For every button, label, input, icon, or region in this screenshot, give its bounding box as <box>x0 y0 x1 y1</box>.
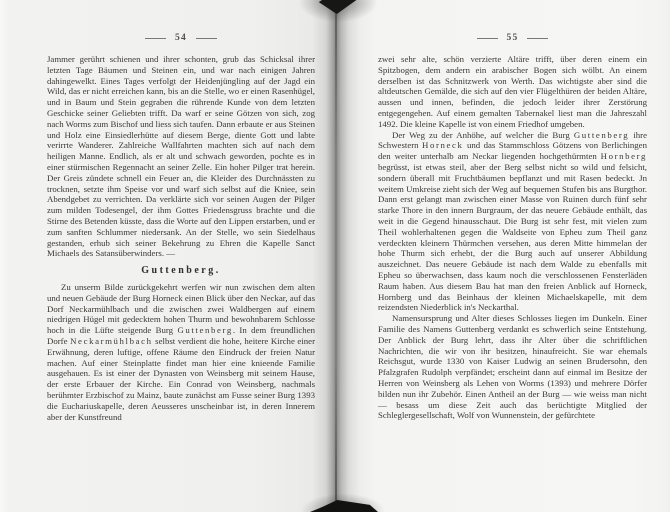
letterspaced-text-run: Neckarmühlbach <box>70 335 153 346</box>
letterspaced-text-run: Hornberg <box>600 151 647 162</box>
header-rule-right <box>527 38 548 39</box>
right-page-header <box>378 33 647 43</box>
text-run: selbst verdient die hohe, heitere Kirche einer Erwähnung, deren luftige, offene Räume den Eindruck der freien Natur machen. Auf einer Steinplatte findet man hier eine knieende Familie ausgehauen. Es ist einer der Dynasten von Weinsberg mit seinem Hause, der erste Erbauer der Kirche. Ein Conrad von Weinsberg, nachmals berühmter Erzbischof zu Mainz, baute zunächst am Fusse seiner Burg 1393 die Euchariuskapelle, deren Aeusseres unscheinbar ist, in deren Innerem aber der Kunstfreund <box>47 335 316 422</box>
letterspaced-text-run: Guttenberg <box>573 129 630 140</box>
text-run: Zu unserm Bilde zurückgekehrt werfen wir nun zwischen dem alten und neuen Gebäude der Burg Horneck einen Blick über den Neckar, auf das Dorf Neckarmühlbach und die zwischen zwei Waldbergen auf einem niedrigen Hügel mit gedecktem hohen Thurm und bewohnbarem Schlosse hoch in die Lüfte steigende Burg <box>47 281 315 336</box>
letterspaced-text-run: Guttenberg <box>177 325 233 336</box>
text-run: begrüsst, ist etwas steil, aber der Berg selbst nicht so wild und felsicht, sondern überall mit Fruchtbäumen bepflanzt und mit Rasen bedeckt. Jn weitem Umkreise zieht sich der Weg auf bequemen Stufen bis ans Burgthor. Dann erst gelangt man zwischen einer Masse von Ruinen durch fünf sehr starke Thore in den innern Burgraum, der das neuere Gebäude enthält, das weit in die Gegend hinausschaut. Die Burg ist sehr fest, mit vielen zum Theil wohlerhaltenen gegen die Waldseite von Epheu zum Theil ganz verdeckten kleinern Thürmchen versehen, aus deren Mitte himmelan der hohe Thurm sich erhebt, der die Burg auch auf unserer Abbildung auszeichnet. Das neuere Gebäude ist nach dem Walde zu ebenfalls mit Epheu so überwachsen, dass kaum noch die verschlossenen Fensterläden Raum haben. Aus diesem Bau hat man den freien Anblick auf Horneck, Hornberg und das Beinhaus der kleinen Michaelskapelle, mit dem reizendsten Niederblick in's Neckarthal. <box>378 161 647 313</box>
right-page-number: 55 <box>506 32 519 43</box>
paragraph-way-to-castle <box>378 130 647 314</box>
spine-bottom-shadow <box>310 499 378 512</box>
text-run: Der Weg zu der Anhöhe, auf welcher die Burg <box>392 129 574 140</box>
text-run: zwei sehr alte, schön verzierte Altäre trifft, über deren einem ein Spitzbogen, dem andern ein arabischer Bogen sich wölbt. An einem derselben ist das Schnitzwerk von Werth. Das wichtigste aber sind die altdeutschen Gemälde, die sich auf den vier Flügelthüren der beiden Altäre, aussen und innen, befinden, die jedoch leider ihrer Zerstörung entgegengehen. Auf einem gemalten Tabernakel liest man die Jahreszahl 1492. Die kleine Kapelle ist von einem Friedhof umgeben. <box>378 54 647 129</box>
paragraph-chapel-altars <box>378 54 647 130</box>
text-run: und das Stammschloss Götzens von Berlichingen den weiter unterhalb am Neckar liegenden hochgethürmten <box>378 140 647 162</box>
letterspaced-text-run: Horneck <box>422 140 464 151</box>
left-page <box>47 33 315 422</box>
fold-crease <box>335 10 337 504</box>
text-run: ihre Schwestern <box>378 129 647 151</box>
left-page-header <box>47 33 315 43</box>
left-page-number: 54 <box>175 32 187 43</box>
paragraph-guttenberg-intro <box>47 282 315 422</box>
header-rule-left <box>145 38 166 39</box>
section-heading-guttenberg: Guttenberg. <box>141 265 221 277</box>
paragraph-castle-history <box>378 313 647 421</box>
paragraph-hermit-legend <box>47 54 315 259</box>
text-run: Namensursprung und Alter dieses Schlosses liegen im Dunkeln. Einer Familie des Namens Guttenberg verdankt es schwerlich seine Entstehung. Der Anblick der Burg lehrt, dass ihr Alter über die schriftlichen Nachrichten, die wir von ihr besitzen, hinaufreicht. Sie war ehemals Reichsgut, wurde 1330 von Kaiser Ludwig an seinen Brudersohn, den Pfalzgrafen Rudolph verpfändet; erscheint dann auf einmal im Besitze der Herren von Weinsberg als Lehen von Worms (1393) und mehrere Dörfer bilden nun ihr Zubehör. Einen Antheil an der Burg — wie weiss man nicht — besass um diese Zeit auch das berüchtigte Mitglied der Schleglergesellschaft, Wolf von Wunnenstein, der gefürchtete <box>378 313 647 421</box>
right-page <box>378 33 647 421</box>
text-run: Jammer gerührt schienen und ihrer schonten, grub das Schicksal ihrer letzten Tage Bäumen und Steinen ein, und war nach einigen Jahren dahingewelkt. Eines Tages verfolgt der Heidenjüngling auf der Jagd ein Wild, das er nicht erreichen kann, bis an die Stelle, wo er einen Rasenhügel, und in Baum und Stein gegraben die rührende Kunde von dem letzten Geschicke seiner Geliebten trifft. Da warf er seine Götzen von sich, zog nach Worms zum Bischof und liess sich taufen. Dann erbaute er aus Steinen und Holz eine Einsiedlerhütte auf diesem Berge, diente Gott und labte verirrte Wanderer. Zahlreiche Wallfahrten machten sich auf nach dem heiligen Manne. Endlich, als er alt und schwach geworden, pochte es in einer stürmischen Regennacht an seiner Zelle. Ein hoher Pilger trat herein. Der Greis zündete schnell ein Feuer an, die Kleider des Durchnässten zu trocknen, setzte ihm Speise vor und warf sich selbst auf die Kniee, sein Abendgebet zu verrichten. Da verklärte sich vor seinen Augen der Pilger zum milden Todesengel, der ihm Gottes Friedensgruss brachte und die Stirne des Betenden küsste, dass die Worte auf den Lippen erstarben, und er zum sanften Schlummer niedersank. An der Stelle, wo sein Siedelhaus gestanden, erhub sich seiner Bekehrung zu Ehren die Kapelle Sanct Michaels des Satansüberwinders. — <box>47 54 315 259</box>
header-rule-left <box>477 38 498 39</box>
text-run: . In dem freundlichen Dorfe <box>47 325 315 346</box>
spine-top-shadow <box>318 0 358 14</box>
header-rule-right <box>196 38 217 39</box>
